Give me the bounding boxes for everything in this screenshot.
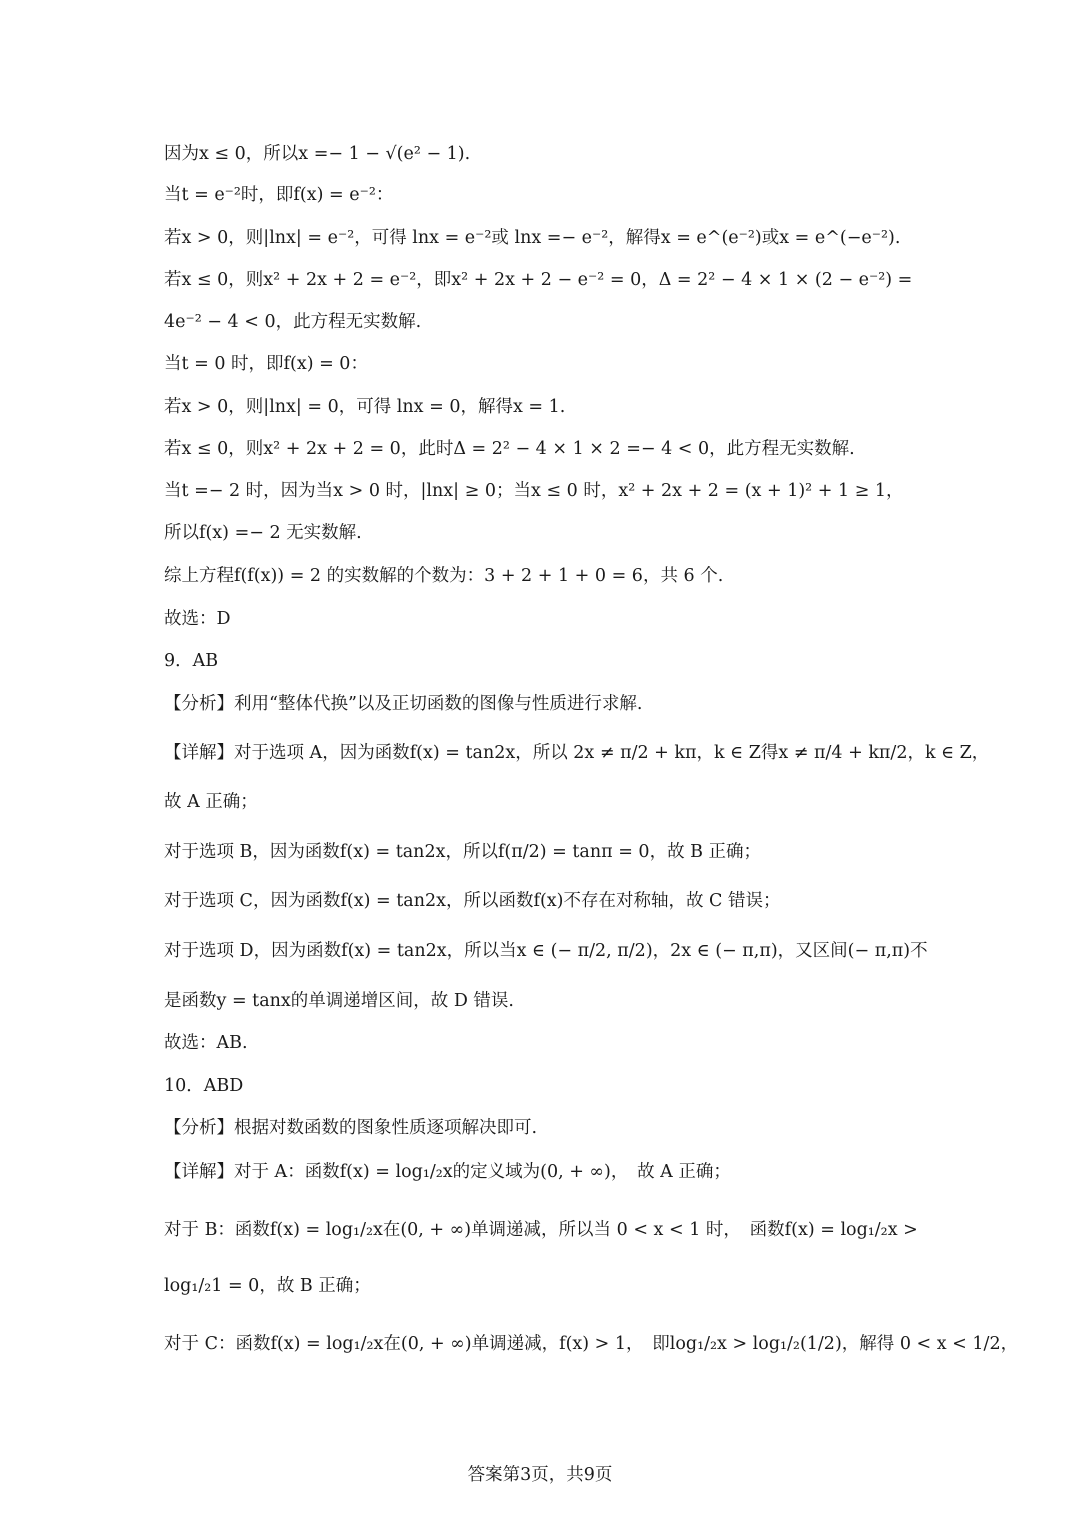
text-line-4: 若x ≤ 0，则x² + 2x + 2 = e⁻²，即x² + 2x + 2 − e⁻² = 0，Δ = 2² − 4 × 1 × (2 − e⁻²) = xyxy=(164,270,913,290)
detail-9-line-5: 对于选项 D，因为函数f(x) = tan2x，所以当x ∈ (− π/2, π/2)，2x ∈ (− π,π)，又区间(− π,π)不 xyxy=(164,941,928,961)
text-line-6: 当t = 0 时，即f(x) = 0： xyxy=(164,354,368,374)
detail-9-line-6: 是函数y = tanx的单调递增区间，故 D 错误. xyxy=(164,991,514,1011)
detail-10-line-2: 对于 B：函数f(x) = log₁/₂x在(0, + ∞)单调递减，所以当 0 < x < 1 时， 函数f(x) = log₁/₂x > xyxy=(164,1220,918,1240)
question-number-10: 10．ABD xyxy=(164,1076,244,1096)
text-line-3: 若x > 0，则|lnx| = e⁻²，可得 lnx = e⁻²或 lnx =− e⁻²，解得x = e^(e⁻²)或x = e^(−e⁻²). xyxy=(164,228,901,248)
answer-9: 故选：AB. xyxy=(164,1033,248,1053)
analysis-10: 【分析】根据对数函数的图象性质逐项解决即可. xyxy=(164,1118,538,1138)
detail-10-line-4: 对于 C：函数f(x) = log₁/₂x在(0, + ∞)单调递减，f(x) > 1， 即log₁/₂x > log₁/₂(1/2)，解得 0 < x < 1/2， xyxy=(164,1334,1019,1354)
text-line-2: 当t = e⁻²时，即f(x) = e⁻²： xyxy=(164,185,394,205)
text-line-10: 所以f(x) =− 2 无实数解. xyxy=(164,523,362,543)
text-line-9: 当t =− 2 时，因为当x > 0 时，|lnx| ≥ 0；当x ≤ 0 时，x² + 2x + 2 = (x + 1)² + 1 ≥ 1， xyxy=(164,481,904,501)
detail-9-line-3: 对于选项 B，因为函数f(x) = tan2x，所以f(π/2) = tanπ = 0，故 B 正确； xyxy=(164,842,762,862)
question-number-9: 9．AB xyxy=(164,651,219,671)
page-footer: 答案第3页，共9页 xyxy=(467,1465,613,1485)
detail-9-line-4: 对于选项 C，因为函数f(x) = tan2x，所以函数f(x)不存在对称轴，故 C 错误； xyxy=(164,891,781,911)
text-line-5: 4e⁻² − 4 < 0，此方程无实数解. xyxy=(164,312,422,332)
text-line-11: 综上方程f(f(x)) = 2 的实数解的个数为：3 + 2 + 1 + 0 = 6，共 6 个. xyxy=(164,566,724,586)
text-line-8: 若x ≤ 0，则x² + 2x + 2 = 0，此时Δ = 2² − 4 × 1 × 2 =− 4 < 0，此方程无实数解. xyxy=(164,439,855,459)
detail-9-line-2: 故 A 正确； xyxy=(164,792,258,812)
text-line-1: 因为x ≤ 0，所以x =− 1 − √(e² − 1). xyxy=(164,144,471,164)
analysis-9: 【分析】利用“整体代换”以及正切函数的图像与性质进行求解. xyxy=(164,694,643,714)
text-line-7: 若x > 0，则|lnx| = 0，可得 lnx = 0，解得x = 1. xyxy=(164,397,566,417)
text-line-12: 故选：D xyxy=(164,609,231,629)
detail-10-line-3: log₁/₂1 = 0，故 B 正确； xyxy=(164,1276,371,1296)
detail-9-line-1: 【详解】对于选项 A，因为函数f(x) = tan2x，所以 2x ≠ π/2 + kπ，k ∈ Z得x ≠ π/4 + kπ/2，k ∈ Z， xyxy=(164,743,990,763)
detail-10-line-1: 【详解】对于 A：函数f(x) = log₁/₂x的定义域为(0, + ∞)， 故 A 正确； xyxy=(164,1162,731,1182)
